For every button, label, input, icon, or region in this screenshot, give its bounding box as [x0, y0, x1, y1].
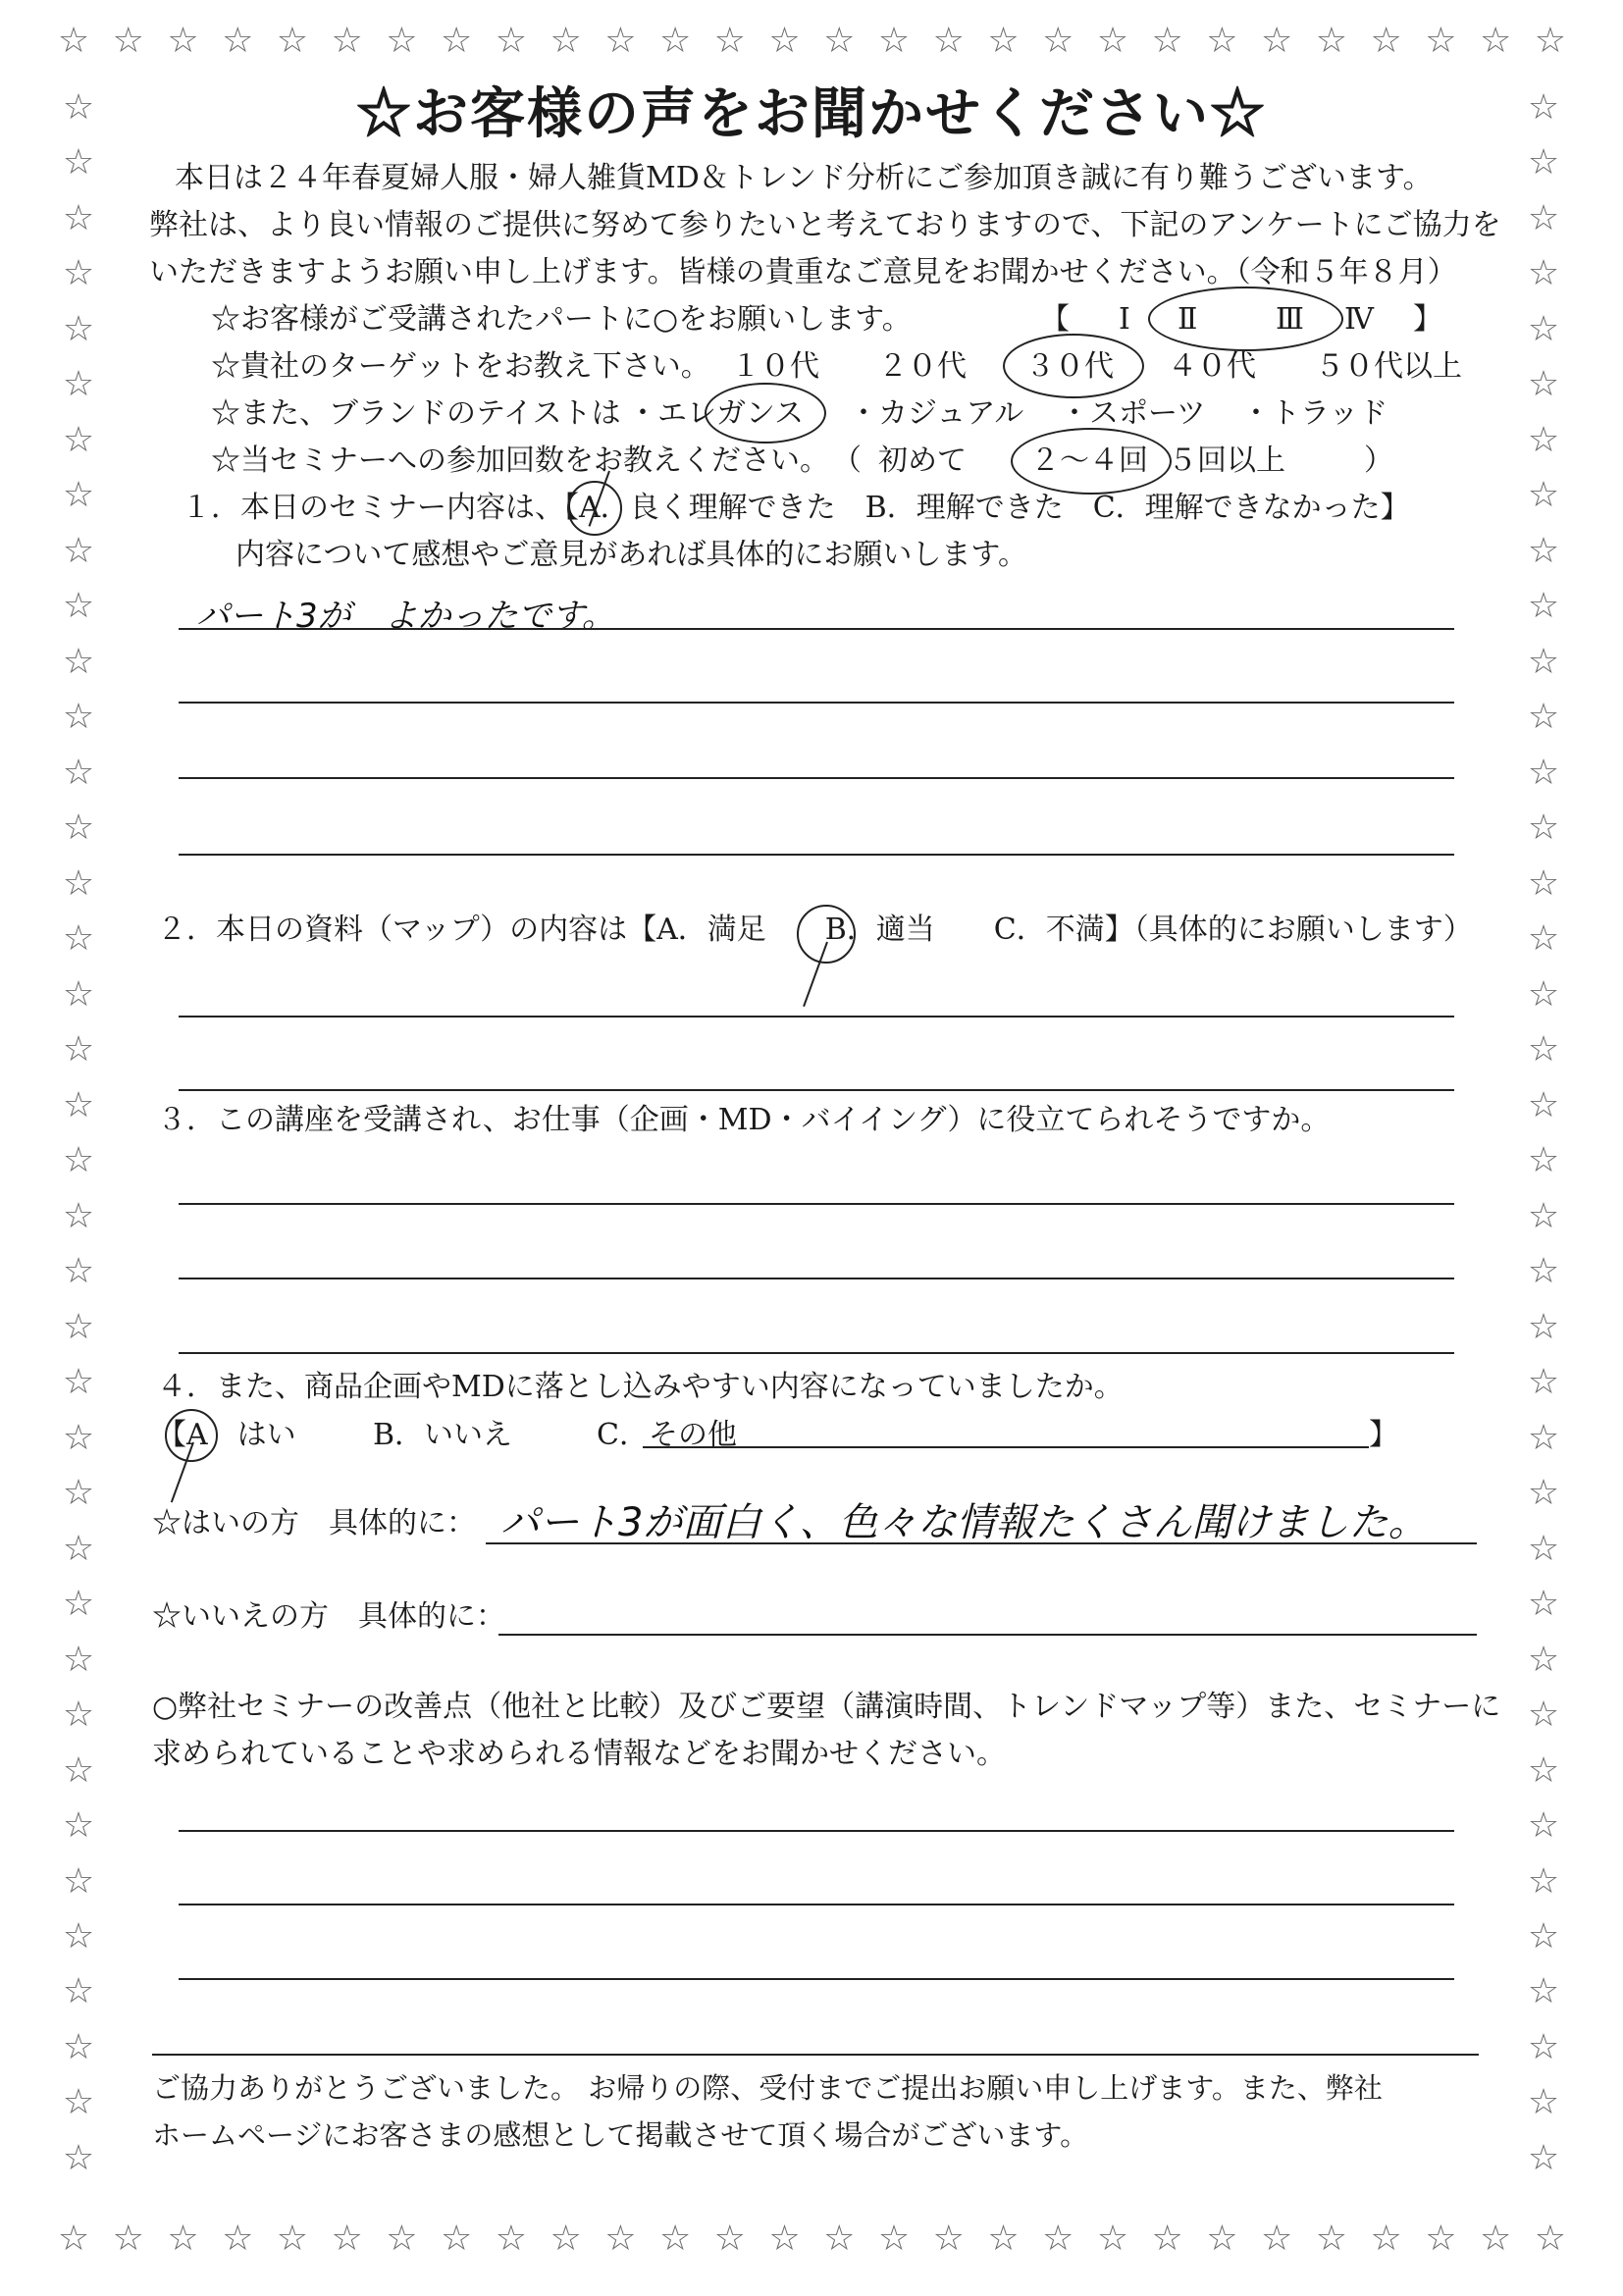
q1-answer-line-2 — [179, 702, 1454, 704]
border-star-icon: ☆ — [62, 1749, 95, 1791]
border-star-icon: ☆ — [713, 21, 746, 61]
border-star-icon: ☆ — [1315, 21, 1348, 61]
border-star-icon: ☆ — [1370, 21, 1402, 61]
border-star-icon: ☆ — [1527, 142, 1560, 183]
border-star-icon: ☆ — [1527, 808, 1560, 849]
border-star-icon: ☆ — [658, 2218, 692, 2259]
border-star-icon: ☆ — [62, 364, 95, 405]
q4-option-b[interactable]: B．いいえ — [373, 1418, 513, 1452]
border-star-icon: ☆ — [62, 1417, 95, 1458]
border-star-icon: ☆ — [62, 1195, 95, 1236]
improvement-line-a — [179, 1830, 1454, 1832]
q3-answer-line-1 — [179, 1203, 1454, 1205]
q2-text: ２．本日の資料（マップ）の内容は【A．満足 B．適当 C．不満】（具体的にお願いします） — [157, 913, 1473, 947]
border-star-icon: ☆ — [62, 419, 95, 460]
q1-subtext: 内容について感想やご意見があれば具体的にお願いします。 — [236, 538, 1027, 572]
border-star-icon: ☆ — [604, 21, 637, 61]
survey-title: ☆お客様の声をお聞かせください☆ — [356, 81, 1267, 146]
q4-selection-circle — [165, 1409, 218, 1462]
border-star-icon: ☆ — [1425, 21, 1457, 61]
star-border-right — [1524, 88, 1563, 2178]
q1-answer-line-3 — [179, 777, 1454, 779]
border-star-icon: ☆ — [932, 21, 965, 61]
border-star-icon: ☆ — [1527, 1084, 1560, 1125]
border-star-icon: ☆ — [386, 21, 418, 61]
border-star-icon: ☆ — [768, 21, 801, 61]
border-star-icon: ☆ — [62, 1084, 95, 1125]
border-star-icon: ☆ — [1527, 1528, 1560, 1569]
border-star-icon: ☆ — [877, 2218, 911, 2259]
border-star-icon: ☆ — [62, 1140, 95, 1181]
q4-yes-handwritten-answer[interactable]: パート3が面白く、色々な情報たくさん聞けました。 — [500, 1500, 1428, 1545]
border-star-icon: ☆ — [1527, 1195, 1560, 1236]
border-star-icon: ☆ — [1527, 1971, 1560, 2012]
star-border-bottom — [54, 2219, 1570, 2259]
part-option-3[interactable]: Ⅲ — [1276, 302, 1304, 337]
taste-option-casual[interactable]: ・カジュアル — [849, 396, 1024, 431]
border-star-icon: ☆ — [62, 308, 95, 349]
border-star-icon: ☆ — [1151, 21, 1183, 61]
border-star-icon: ☆ — [62, 475, 95, 516]
q4-option-c[interactable]: C．その他 — [597, 1418, 737, 1452]
improvement-line-1: ○弊社セミナーの改善点（他社と比較）及びご要望（講演時間、トレンドマップ等）また、セミナーに — [152, 1690, 1501, 1724]
border-star-icon: ☆ — [331, 2218, 363, 2259]
border-star-icon: ☆ — [62, 1860, 95, 1902]
border-star-icon: ☆ — [1527, 1749, 1560, 1791]
border-star-icon: ☆ — [62, 697, 95, 738]
q3-answer-line-2 — [179, 1278, 1454, 1279]
border-star-icon: ☆ — [62, 87, 95, 128]
border-star-icon: ☆ — [550, 2218, 582, 2259]
q4-yes-label: ☆はいの方 具体的に： — [152, 1506, 476, 1540]
q3-text: ３．この講座を受講され、お仕事（企画・MD・バイイング）に役立てられそうですか。 — [157, 1103, 1331, 1137]
q4-option-a[interactable]: 【A はい — [157, 1418, 296, 1452]
border-star-icon: ☆ — [495, 21, 528, 61]
part-selection-circle — [1148, 287, 1343, 351]
border-star-icon: ☆ — [62, 1473, 95, 1514]
border-star-icon: ☆ — [62, 1528, 95, 1569]
border-star-icon: ☆ — [112, 2218, 144, 2259]
border-star-icon: ☆ — [62, 1029, 95, 1070]
border-star-icon: ☆ — [1527, 530, 1560, 571]
border-star-icon: ☆ — [62, 1362, 95, 1403]
border-star-icon: ☆ — [1206, 21, 1238, 61]
border-star-icon: ☆ — [1261, 2218, 1293, 2259]
border-star-icon: ☆ — [932, 2218, 965, 2259]
border-star-icon: ☆ — [1527, 973, 1560, 1015]
border-star-icon: ☆ — [62, 1695, 95, 1736]
taste-option-trad[interactable]: ・トラッド — [1241, 396, 1388, 431]
border-star-icon: ☆ — [62, 862, 95, 904]
border-star-icon: ☆ — [1527, 1306, 1560, 1347]
border-star-icon: ☆ — [1042, 21, 1074, 61]
border-star-icon: ☆ — [62, 1971, 95, 2012]
border-star-icon: ☆ — [386, 2218, 418, 2259]
attendance-label: ☆当セミナーへの参加回数をお教えください。 — [211, 444, 829, 478]
border-star-icon: ☆ — [1527, 1140, 1560, 1181]
q1-answer-line-4 — [179, 854, 1454, 856]
q4-text: ４．また、商品企画やMDに落とし込みやすい内容になっていましたか。 — [157, 1370, 1124, 1404]
border-star-icon: ☆ — [1425, 2218, 1457, 2259]
border-star-icon: ☆ — [276, 21, 309, 61]
border-star-icon: ☆ — [1527, 1695, 1560, 1736]
attendance-option-2-4[interactable]: ２～４回 — [1030, 444, 1148, 478]
footer-line-2: ホームページにお客さまの感想として掲載させて頂く場合がございます。 — [152, 2118, 1089, 2152]
part-close-bracket: 】 — [1413, 302, 1442, 337]
border-star-icon: ☆ — [823, 21, 856, 61]
border-star-icon: ☆ — [1527, 862, 1560, 904]
star-border-top — [54, 22, 1570, 61]
improvement-line-b — [179, 1904, 1454, 1905]
border-star-icon: ☆ — [441, 21, 473, 61]
border-star-icon: ☆ — [1527, 364, 1560, 405]
improvement-line-2: 求められていることや求められる情報などをお聞かせください。 — [152, 1737, 1006, 1771]
border-star-icon: ☆ — [1096, 2218, 1129, 2259]
border-star-icon: ☆ — [62, 197, 95, 238]
footer-rule — [152, 2054, 1479, 2056]
q4-other-line — [643, 1446, 1369, 1448]
border-star-icon: ☆ — [1527, 253, 1560, 294]
border-star-icon: ☆ — [62, 530, 95, 571]
taste-selection-circle — [705, 383, 826, 444]
q4-yes-line — [486, 1542, 1477, 1544]
border-star-icon: ☆ — [1527, 2026, 1560, 2067]
border-star-icon: ☆ — [1527, 586, 1560, 627]
border-star-icon: ☆ — [1527, 475, 1560, 516]
border-star-icon: ☆ — [62, 641, 95, 682]
border-star-icon: ☆ — [1527, 87, 1560, 128]
border-star-icon: ☆ — [62, 752, 95, 793]
border-star-icon: ☆ — [1534, 21, 1566, 61]
border-star-icon: ☆ — [1261, 21, 1293, 61]
border-star-icon: ☆ — [222, 2218, 254, 2259]
border-star-icon: ☆ — [1527, 1473, 1560, 1514]
border-star-icon: ☆ — [1527, 1805, 1560, 1847]
border-star-icon: ☆ — [768, 2218, 801, 2259]
border-star-icon: ☆ — [62, 918, 95, 960]
q4-close-bracket: 】 — [1369, 1418, 1398, 1452]
border-star-icon: ☆ — [1534, 2218, 1566, 2259]
q4-no-line — [498, 1634, 1477, 1636]
taste-label: ☆また、ブランドのテイストは — [211, 396, 621, 431]
part-open-bracket: 【 — [1040, 302, 1070, 337]
q1-text: １．本日のセミナー内容は、【A．良く理解できた B．理解できた C．理解できなかった】 — [182, 491, 1410, 525]
border-star-icon: ☆ — [1479, 2218, 1512, 2259]
border-star-icon: ☆ — [1527, 918, 1560, 960]
border-star-icon: ☆ — [713, 2218, 746, 2259]
border-star-icon: ☆ — [550, 21, 582, 61]
border-star-icon: ☆ — [1527, 308, 1560, 349]
part-label: ☆お客様がご受講されたパートに○をお願いします。 — [211, 302, 912, 337]
part-option-4[interactable]: Ⅳ — [1344, 302, 1374, 337]
intro-line-3: いただきますようお願い申し上げます。皆様の貴重なご意見をお聞かせください。（令和５年８月） — [149, 255, 1457, 289]
target-label: ☆貴社のターゲットをお教え下さい。 — [211, 349, 710, 384]
border-star-icon: ☆ — [62, 2137, 95, 2178]
target-option-30s[interactable]: ３０代 — [1025, 349, 1114, 384]
border-star-icon: ☆ — [1206, 2218, 1238, 2259]
border-star-icon: ☆ — [1527, 697, 1560, 738]
border-star-icon: ☆ — [62, 1584, 95, 1625]
border-star-icon: ☆ — [62, 142, 95, 183]
border-star-icon: ☆ — [62, 1251, 95, 1292]
border-star-icon: ☆ — [1527, 419, 1560, 460]
attendance-option-5-plus[interactable]: ５回以上 — [1168, 444, 1285, 478]
border-star-icon: ☆ — [62, 1915, 95, 1957]
border-star-icon: ☆ — [167, 21, 199, 61]
border-star-icon: ☆ — [1527, 2082, 1560, 2123]
border-star-icon: ☆ — [1527, 1029, 1560, 1070]
part-option-1[interactable]: Ⅰ — [1119, 302, 1130, 337]
border-star-icon: ☆ — [1527, 1417, 1560, 1458]
target-option-10s[interactable]: １０代 — [731, 349, 819, 384]
border-star-icon: ☆ — [987, 21, 1020, 61]
q2-answer-line-2 — [179, 1089, 1454, 1091]
q2-answer-line-1 — [179, 1016, 1454, 1018]
border-star-icon: ☆ — [1042, 2218, 1074, 2259]
q3-answer-line-3 — [179, 1352, 1454, 1354]
star-border-left — [59, 88, 98, 2178]
taste-option-sports[interactable]: ・スポーツ — [1060, 396, 1206, 431]
border-star-icon: ☆ — [1527, 1584, 1560, 1625]
q4-no-label: ☆いいえの方 具体的に： — [152, 1599, 505, 1634]
part-option-2[interactable]: Ⅱ — [1178, 302, 1198, 337]
target-selection-circle — [1003, 334, 1144, 398]
border-star-icon: ☆ — [1527, 1362, 1560, 1403]
target-option-40s[interactable]: ４０代 — [1168, 349, 1256, 384]
q2-selection-circle — [797, 905, 856, 964]
border-star-icon: ☆ — [1527, 752, 1560, 793]
attendance-selection-circle — [1011, 428, 1172, 495]
border-star-icon: ☆ — [604, 2218, 637, 2259]
border-star-icon: ☆ — [62, 253, 95, 294]
border-star-icon: ☆ — [62, 586, 95, 627]
border-star-icon: ☆ — [1527, 1915, 1560, 1957]
border-star-icon: ☆ — [62, 808, 95, 849]
footer-line-1: ご協力ありがとうございました。 お帰りの際、受付までご提出お願い申し上げます。また、弊社 — [152, 2071, 1383, 2105]
border-star-icon: ☆ — [658, 21, 692, 61]
border-star-icon: ☆ — [441, 2218, 473, 2259]
border-star-icon: ☆ — [57, 2218, 90, 2259]
border-star-icon: ☆ — [1527, 197, 1560, 238]
q1-handwritten-answer[interactable]: パート3が よかったです。 — [196, 597, 615, 636]
border-star-icon: ☆ — [1370, 2218, 1402, 2259]
border-star-icon: ☆ — [276, 2218, 309, 2259]
improvement-line-c — [179, 1978, 1454, 1980]
intro-line-1: 本日は２４年春夏婦人服・婦人雑貨MD＆トレンド分析にご参加頂き誠に有り難うございます。 — [175, 161, 1433, 195]
border-star-icon: ☆ — [62, 1306, 95, 1347]
border-star-icon: ☆ — [1315, 2218, 1348, 2259]
border-star-icon: ☆ — [1527, 1860, 1560, 1902]
border-star-icon: ☆ — [1151, 2218, 1183, 2259]
border-star-icon: ☆ — [222, 21, 254, 61]
border-star-icon: ☆ — [331, 21, 363, 61]
target-option-50s-plus[interactable]: ５０代以上 — [1315, 349, 1462, 384]
border-star-icon: ☆ — [1527, 1639, 1560, 1680]
target-option-20s[interactable]: ２０代 — [878, 349, 967, 384]
border-star-icon: ☆ — [57, 21, 90, 61]
border-star-icon: ☆ — [62, 1639, 95, 1680]
border-star-icon: ☆ — [62, 2082, 95, 2123]
taste-option-elegance[interactable]: ・エレガンス — [628, 396, 805, 431]
border-star-icon: ☆ — [62, 973, 95, 1015]
border-star-icon: ☆ — [1527, 1251, 1560, 1292]
border-star-icon: ☆ — [495, 2218, 528, 2259]
border-star-icon: ☆ — [877, 21, 911, 61]
border-star-icon: ☆ — [62, 1805, 95, 1847]
border-star-icon: ☆ — [1479, 21, 1512, 61]
intro-line-2: 弊社は、より良い情報のご提供に努めて参りたいと考えておりますので、下記のアンケートにご協力を — [149, 208, 1501, 242]
attendance-close-paren: ） — [1364, 444, 1393, 478]
border-star-icon: ☆ — [62, 2026, 95, 2067]
border-star-icon: ☆ — [987, 2218, 1020, 2259]
attendance-open-paren: （ — [832, 444, 862, 478]
border-star-icon: ☆ — [1527, 641, 1560, 682]
border-star-icon: ☆ — [1096, 21, 1129, 61]
q1-answer-line-1 — [179, 628, 1454, 630]
border-star-icon: ☆ — [167, 2218, 199, 2259]
border-star-icon: ☆ — [823, 2218, 856, 2259]
border-star-icon: ☆ — [1527, 2137, 1560, 2178]
attendance-option-first[interactable]: 初めて — [878, 444, 967, 478]
border-star-icon: ☆ — [112, 21, 144, 61]
